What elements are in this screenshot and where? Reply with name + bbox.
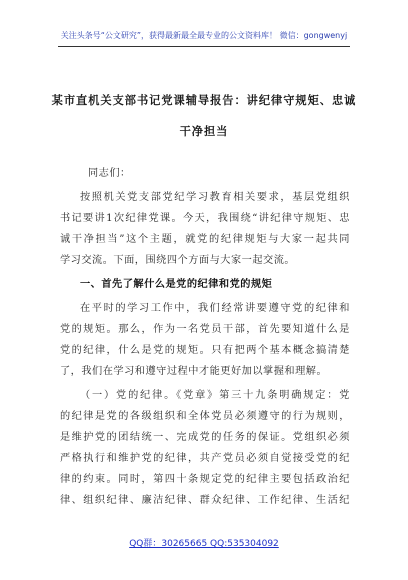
- paragraph-line: 学习交流。下面，围绕四个方面与大家一起交流。: [60, 255, 296, 266]
- paragraph-line: 的纪律是党的各级组织和全体党员必须遵守的行为规则，: [60, 411, 350, 422]
- section-heading: 一、首先了解什么是党的纪律和党的规矩: [80, 278, 273, 290]
- header-divider: [58, 46, 350, 47]
- paragraph-line: 党的纪律，什么是党的规矩。只有把两个基本概念搞清楚: [60, 345, 350, 356]
- paragraph-line: 了，我们在学习和遵守过程中才能更好加以掌握和理解。: [60, 366, 328, 377]
- document-title-line-1: 某市直机关支部书记党课辅导报告：讲纪律守规矩、忠诚: [51, 93, 357, 107]
- document-title-line-2: 干净担当: [179, 124, 229, 138]
- paragraph-line: 律、组织纪律、廉洁纪律、群众纪律、工作纪律、生活纪: [60, 495, 350, 506]
- paragraph-line: 律的约束。同时，第四十条规定党的纪律主要包括政治纪: [60, 474, 350, 485]
- paragraph-line: 书记要讲1次纪律党课。今天，我围绕“讲纪律守规矩、忠: [60, 213, 350, 224]
- paragraph-line: 党的规矩。那么，作为一名党员干部，首先要知道什么是: [60, 324, 350, 335]
- paragraph-line: 诚干净担当”这个主题，就党的纪律规矩与大家一起共同: [60, 234, 350, 245]
- paragraph-line: （一）党的纪律。《党章》第三十九条明确规定：党: [80, 390, 350, 401]
- paragraph-line: 在平时的学习工作中，我们经常讲要遵守党的纪律和: [80, 303, 350, 314]
- paragraph-line: 是维护党的团结统一、完成党的任务的保证。党组织必须: [60, 432, 350, 443]
- paragraph-line: 严格执行和维护党的纪律，共产党员必须自觉接受党的纪: [60, 453, 350, 464]
- contact-footer: QQ群：30265665 QQ:535304092: [129, 539, 279, 549]
- greeting: 同志们：: [88, 168, 131, 179]
- promo-header: 关注头条号“公文研究”，获得最新最全最专业的公文资料库！ 微信：gongwenyj: [60, 31, 348, 40]
- paragraph-line: 按照机关党支部党纪学习教育相关要求，基层党组织: [80, 192, 350, 203]
